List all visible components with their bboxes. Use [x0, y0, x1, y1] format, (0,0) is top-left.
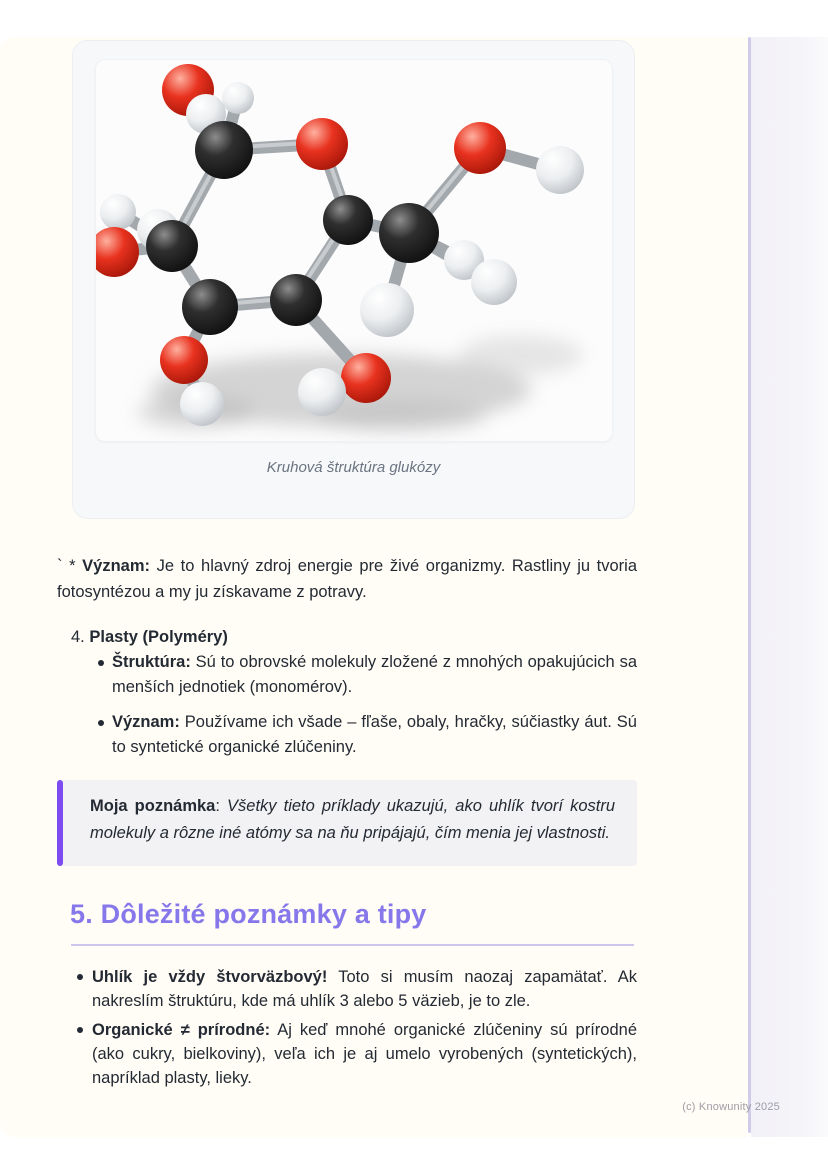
bullet-bold: Štruktúra: — [112, 653, 191, 671]
list-item-4-plasty — [71, 625, 637, 650]
callout-separator: : — [215, 797, 228, 815]
molecule-illustration — [96, 60, 613, 442]
bullet-dot — [77, 1027, 83, 1033]
heading-underline — [71, 944, 634, 946]
tip-bold: Uhlík je vždy štvorväzbový! — [92, 968, 328, 986]
tip-bold: Organické ≠ prírodné: — [92, 1021, 271, 1039]
page-edge-line — [748, 37, 751, 1133]
list-number: 4. — [71, 628, 85, 646]
bullet-dot — [98, 660, 104, 666]
bullet-struktura — [112, 650, 637, 700]
stray-backtick-text: ` * — [57, 557, 83, 575]
callout-note: Všetky tieto príklady ukazujú, ako uhlík tvorí kostru molekuly a rôzne iné atómy sa na ňu pripájajú, čím menia jej vlastnosti. — [90, 797, 615, 842]
bullet-vyznam-plasty — [112, 710, 637, 760]
section-heading-5: 5. Dôležité poznámky a tipy — [70, 899, 427, 929]
tip-organicke-prirodne — [92, 1018, 637, 1090]
paragraph-vyznam-glukoza — [57, 553, 637, 605]
bullet-dot — [77, 974, 83, 980]
copyright-footer: (c) Knowunity 2025 — [682, 1101, 780, 1113]
vyznam-text: Je to hlavný zdroj energie pre živé organizmy. Rastliny ju tvoria fotosyntézou a my ju získavame z potravy. — [57, 557, 637, 601]
bullet-dot — [98, 720, 104, 726]
bullet-text: Sú to obrovské molekuly zložené z mnohých opakujúcich sa menších jednotiek (monomérov). — [112, 653, 637, 696]
note-callout — [57, 780, 637, 866]
bullet-text: Používame ich všade – fľaše, obaly, hračky, súčiastky áut. Sú to syntetické organické zlúčeniny. — [112, 713, 637, 756]
callout-accent-bar — [57, 780, 63, 866]
figure-caption: Kruhová štruktúra glukózy — [266, 459, 441, 476]
tip-text: Aj keď mnohé organické zlúčeniny sú prírodné (ako cukry, bielkoviny), veľa ich je aj umelo vyrobených (syntetických), napríklad plasty, lieky. — [92, 1021, 637, 1087]
callout-text — [90, 793, 615, 847]
page-edge-strip — [751, 37, 828, 1137]
figure-card — [72, 40, 635, 519]
vyznam-label: Význam: — [82, 557, 151, 575]
glucose-molecule-image — [95, 59, 613, 442]
callout-label: Moja poznámka — [90, 797, 216, 815]
list-item-title: Plasty (Polyméry) — [89, 628, 228, 646]
bullet-bold: Význam: — [112, 713, 180, 731]
tip-text: Toto si musím naozaj zapamätať. Ak nakreslím štruktúru, kde má uhlík 3 alebo 5 väzieb, je to zle. — [92, 968, 637, 1010]
tip-stvorvazbovy — [92, 965, 637, 1013]
